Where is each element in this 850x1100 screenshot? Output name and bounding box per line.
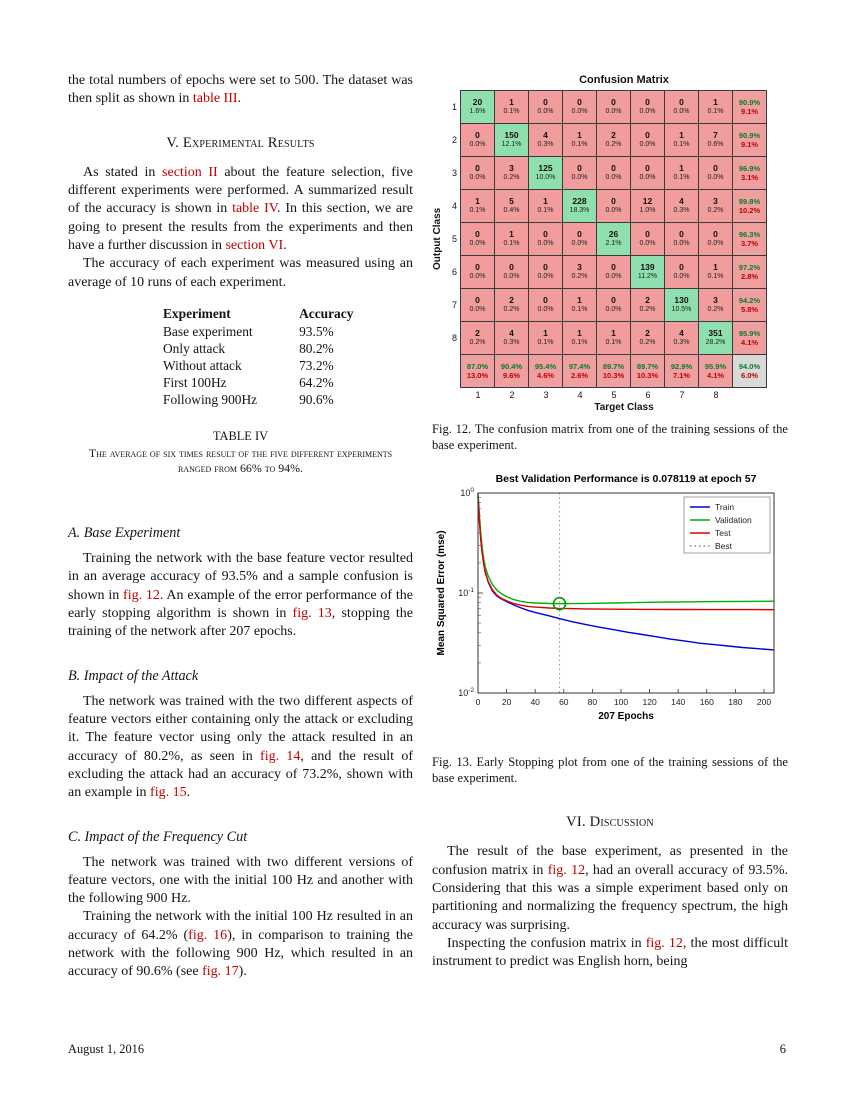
- es-legend-label: Test: [715, 528, 731, 539]
- ref-link[interactable]: fig. 12: [645, 936, 683, 952]
- table-row: [163, 375, 353, 392]
- cm-row-label: 7: [451, 299, 457, 310]
- subsection-a-heading: A. Base Experiment: [68, 524, 181, 541]
- cm-cell: 5 0.4%: [495, 190, 529, 223]
- cm-col-label: 7: [679, 390, 685, 400]
- experiment-accuracy-table: [163, 306, 353, 409]
- cm-cell: 2 0.2%: [631, 322, 665, 355]
- es-x-tick: 160: [699, 697, 714, 708]
- cm-cell: 0 0.0%: [631, 157, 665, 190]
- table-row: [163, 392, 353, 409]
- confusion-matrix-col-labels: [461, 390, 788, 400]
- cm-row-summary-cell: 96.3% 3.7%: [733, 223, 767, 256]
- cm-cell: 0 0.0%: [631, 223, 665, 256]
- early-stopping-svg: [432, 469, 788, 741]
- cm-col-summary-cell: 87.0% 13.0%: [461, 355, 495, 388]
- table-row: [163, 358, 353, 375]
- es-x-tick: 180: [728, 697, 743, 708]
- experiment-name: First 100Hz: [163, 375, 227, 391]
- table-row: [163, 341, 353, 358]
- experiment-name: Following 900Hz: [163, 392, 258, 408]
- ref-link[interactable]: table IV: [232, 201, 278, 217]
- ref-link[interactable]: fig. 14: [260, 748, 301, 764]
- experiment-accuracy: 64.2%: [299, 375, 334, 391]
- text-run: .: [186, 785, 191, 801]
- cm-cell: 1 0.1%: [665, 124, 699, 157]
- text-run: .: [283, 237, 287, 253]
- ref-link[interactable]: fig. 17: [202, 964, 239, 980]
- text-run: , the most difficult instrument to predict was English horn, being: [432, 936, 788, 970]
- fig13-caption: Fig. 13. Early Stopping plot from one of the training sessions of the base experiment.: [432, 755, 788, 786]
- es-x-tick: 60: [559, 697, 569, 708]
- cm-cell: 0 0.0%: [563, 91, 597, 124]
- footer-date: August 1, 2016: [68, 1042, 145, 1056]
- text-run: Training the network with the base feature vector resulted in an average accuracy of 93.5% and a sample confusion is shown in: [68, 550, 413, 603]
- text-run: ), in comparison to training the network with the following 900 Hz, which resulted in an accuracy of 90.6% (see: [68, 927, 413, 980]
- cm-cell: 4 0.3%: [665, 190, 699, 223]
- text-run: , stopping the training of the network after 207 epochs.: [68, 605, 413, 640]
- text-run: Training the network with the initial 100 Hz resulted in an accuracy of 64.2% (: [68, 909, 413, 943]
- text-run: The network was trained with the two different aspects of feature vectors either containing only the attack or excluding it. The feature vector using only the attack resulted in an accuracy of 80.2%, as seen in: [68, 693, 413, 764]
- cm-cell: 3 0.2%: [699, 289, 733, 322]
- cm-cell: 2 0.2%: [631, 289, 665, 322]
- subsection-c-heading: C. Impact of the Frequency Cut: [68, 828, 248, 845]
- es-x-tick: 100: [613, 697, 629, 708]
- es-x-tick: 20: [501, 697, 512, 708]
- cm-row-summary-cell: 94.2% 5.8%: [733, 289, 767, 322]
- text-run: Inspecting the confusion matrix in: [447, 936, 646, 952]
- cm-cell: 0 0.0%: [495, 256, 529, 289]
- cm-row-summary-cell: 89.8% 10.2%: [733, 190, 767, 223]
- experiment-accuracy: 93.5%: [299, 324, 334, 340]
- cm-cell: 3 0.2%: [495, 157, 529, 190]
- table-row: [163, 324, 353, 341]
- cm-cell: 0 0.0%: [529, 223, 563, 256]
- text-run: the total numbers of epochs were set to 500. The dataset was then split as shown in: [68, 73, 413, 107]
- cm-col-label-blank: [733, 390, 767, 400]
- confusion-matrix-row-labels: [446, 90, 460, 388]
- text-run: , and the result of excluding the attack had an accuracy of 73.2%, shown with an example in: [68, 748, 413, 801]
- section-vi-heading: VI. Discussion: [566, 814, 654, 831]
- confusion-matrix-xlabel: Target Class: [594, 402, 654, 413]
- cm-row-summary-cell: 95.9% 4.1%: [733, 322, 767, 355]
- cm-cell: 0 0.0%: [563, 157, 597, 190]
- cm-row-label-blank: [446, 354, 460, 387]
- cm-row-label: 8: [451, 332, 457, 343]
- cm-cell: 1 0.1%: [563, 124, 597, 157]
- table-iv-caption: The average of six times result of the five different experiments ranged from 66% to 94%.: [88, 445, 393, 476]
- cm-cell: 2 0.2%: [495, 289, 529, 322]
- cm-cell: 1 0.1%: [461, 190, 495, 223]
- es-y-tick: $10^0$: [460, 487, 474, 499]
- subsection-b-heading: B. Impact of the Attack: [68, 667, 199, 684]
- cm-overall-cell: 94.0% 6.0%: [733, 355, 767, 388]
- es-x-tick: 80: [587, 697, 598, 708]
- cm-col-label: 1: [475, 390, 481, 400]
- cm-row-summary-cell: 96.9% 3.1%: [733, 157, 767, 190]
- es-x-tick: 0: [475, 697, 481, 708]
- es-x-tick: 120: [642, 697, 657, 708]
- es-x-tick: 200: [756, 697, 772, 708]
- cm-row-label: 5: [451, 233, 457, 244]
- cm-row-label: 6: [451, 266, 457, 277]
- cm-col-summary-cell: 95.4% 4.6%: [529, 355, 563, 388]
- fig12-caption: Fig. 12. The confusion matrix from one of the training sessions of the base experiment.: [432, 422, 788, 453]
- cm-cell: 0 0.0%: [631, 91, 665, 124]
- cm-col-label: 3: [543, 390, 549, 400]
- cm-cell: 0 0.0%: [461, 124, 495, 157]
- cm-col-summary-cell: 97.4% 2.6%: [563, 355, 597, 388]
- cm-col-summary-cell: 89.7% 10.3%: [631, 355, 665, 388]
- cm-cell: 0 0.0%: [597, 256, 631, 289]
- es-xlabel: 207 Epochs: [598, 711, 654, 723]
- es-legend-label: Train: [715, 502, 735, 513]
- results-paragraph-1: [68, 164, 413, 256]
- subsection-c-paragraph-2: [68, 908, 413, 981]
- es-y-tick: $10^{-1}$: [458, 587, 474, 599]
- ref-link[interactable]: section II: [162, 164, 218, 180]
- cm-cell: 1 0.1%: [495, 91, 529, 124]
- cm-cell: 0 0.0%: [665, 223, 699, 256]
- cm-row-summary-cell: 90.9% 9.1%: [733, 124, 767, 157]
- text-run: The result of the base experiment, as presented in the confusion matrix in: [432, 844, 788, 878]
- cm-cell: 1 0.1%: [597, 322, 631, 355]
- right-column: [432, 72, 788, 972]
- cm-cell: 1 0.1%: [529, 322, 563, 355]
- text-run: As stated in: [83, 164, 163, 180]
- cm-cell: 0 0.0%: [529, 289, 563, 322]
- cm-cell: 0 0.0%: [597, 190, 631, 223]
- cm-cell: 0 0.0%: [699, 223, 733, 256]
- cm-cell: 1 0.1%: [699, 91, 733, 124]
- ref-link[interactable]: fig. 15: [150, 785, 187, 801]
- cm-cell: 4 0.3%: [529, 124, 563, 157]
- cm-cell: 125 10.0%: [529, 157, 563, 190]
- confusion-matrix-title: Confusion Matrix: [579, 74, 669, 86]
- ref-link[interactable]: section VI: [225, 237, 284, 253]
- cm-cell: 26 2.1%: [597, 223, 631, 256]
- cm-cell: 351 28.2%: [699, 322, 733, 355]
- cm-col-summary-cell: 95.9% 4.1%: [699, 355, 733, 388]
- cm-cell: 0 0.0%: [665, 91, 699, 124]
- cm-cell: 0 0.0%: [461, 157, 495, 190]
- intro-paragraph: [68, 72, 413, 109]
- experiment-accuracy: 90.6%: [299, 392, 334, 408]
- col-header-accuracy: Accuracy: [299, 305, 354, 321]
- cm-cell: 2 0.2%: [597, 124, 631, 157]
- cm-cell: 130 10.5%: [665, 289, 699, 322]
- cm-cell: 1 0.1%: [563, 322, 597, 355]
- subsection-c-paragraph-1: [68, 854, 413, 909]
- cm-col-label: 6: [645, 390, 651, 400]
- cm-col-summary-cell: 90.4% 9.6%: [495, 355, 529, 388]
- text-run: . In this section, we are going to present the results from the experiments and then have a further discussion in: [68, 201, 413, 253]
- cm-cell: 1 0.1%: [563, 289, 597, 322]
- figure-confusion-matrix: [432, 74, 788, 413]
- cm-cell: 0 0.0%: [563, 223, 597, 256]
- table-iv-label: TABLE IV: [212, 428, 269, 443]
- ref-link[interactable]: fig. 16: [188, 927, 228, 943]
- cm-cell: 0 0.0%: [529, 91, 563, 124]
- cm-row-summary-cell: 90.9% 9.1%: [733, 91, 767, 124]
- cm-cell: 3 0.2%: [563, 256, 597, 289]
- text-run: ).: [238, 964, 247, 980]
- text-run: The network was trained with two different versions of feature vectors, one with the initial 100 Hz and another with the following 900 Hz.: [68, 854, 413, 907]
- experiment-name: Without attack: [163, 358, 242, 374]
- cm-cell: 1 0.1%: [699, 256, 733, 289]
- cm-col-label: 5: [611, 390, 617, 400]
- figure-early-stopping: [432, 469, 788, 746]
- cm-col-label: 8: [713, 390, 719, 400]
- discussion-paragraph-2: [432, 935, 788, 972]
- cm-cell: 7 0.6%: [699, 124, 733, 157]
- left-column: [68, 72, 413, 982]
- experiment-accuracy: 73.2%: [299, 358, 334, 374]
- es-title: Best Validation Performance is 0.078119 at epoch 57: [495, 473, 757, 486]
- discussion-paragraph-1: [432, 843, 788, 935]
- cm-cell: 1 0.1%: [529, 190, 563, 223]
- experiment-name: Only attack: [163, 341, 226, 357]
- cm-cell: 0 0.0%: [597, 157, 631, 190]
- text-run: .: [237, 91, 242, 107]
- col-header-experiment: Experiment: [163, 305, 231, 321]
- cm-cell: 3 0.2%: [699, 190, 733, 223]
- ref-link[interactable]: fig. 12: [547, 862, 586, 878]
- cm-cell: 2 0.2%: [461, 322, 495, 355]
- es-legend-label: Validation: [715, 515, 752, 526]
- cm-cell: 0 0.0%: [665, 256, 699, 289]
- confusion-matrix-ylabel: Output Class: [432, 207, 443, 271]
- cm-cell: 4 0.3%: [665, 322, 699, 355]
- text-run: . An example of the error performance of the early stopping algorithm is shown in: [68, 587, 413, 621]
- table-header-row: [163, 306, 353, 324]
- text-run: The accuracy of each experiment was measured using an average of 10 runs of each experiment.: [68, 256, 413, 290]
- cm-cell: 228 18.3%: [563, 190, 597, 223]
- cm-cell: 139 11.2%: [631, 256, 665, 289]
- text-run: about the feature selection, five different experiments were performed. A summarized result of the accuracy is shown in: [68, 164, 414, 217]
- cm-row-label: 3: [451, 167, 457, 178]
- cm-cell: 150 12.1%: [495, 124, 529, 157]
- es-y-tick: $10^{-2}$: [458, 687, 474, 699]
- confusion-matrix-grid: [460, 90, 767, 388]
- cm-cell: 0 0.0%: [631, 124, 665, 157]
- cm-cell: 0 0.0%: [529, 256, 563, 289]
- cm-col-summary-cell: 89.7% 10.3%: [597, 355, 631, 388]
- cm-row-label: 4: [451, 200, 457, 211]
- experiment-accuracy: 80.2%: [299, 341, 334, 357]
- subsection-b-paragraph: [68, 693, 413, 803]
- ref-link[interactable]: fig. 12: [123, 587, 160, 603]
- cm-cell: 0 0.0%: [461, 289, 495, 322]
- cm-cell: 1 0.1%: [665, 157, 699, 190]
- cm-col-label: 4: [577, 390, 583, 400]
- cm-cell: 0 0.0%: [461, 223, 495, 256]
- ref-link[interactable]: table III: [192, 91, 238, 107]
- cm-row-label: 2: [451, 134, 457, 145]
- es-x-tick: 140: [671, 697, 686, 708]
- cm-cell: 12 1.0%: [631, 190, 665, 223]
- subsection-a-paragraph: [68, 550, 413, 642]
- cm-row-label: 1: [451, 101, 457, 112]
- footer-page-number: 6: [779, 1042, 786, 1056]
- cm-cell: 1 0.1%: [495, 223, 529, 256]
- cm-col-summary-cell: 92.9% 7.1%: [665, 355, 699, 388]
- es-x-tick: 40: [530, 697, 540, 708]
- cm-cell: 0 0.0%: [597, 289, 631, 322]
- cm-cell: 0 0.0%: [699, 157, 733, 190]
- es-ylabel: Mean Squared Error (mse): [436, 530, 447, 656]
- cm-cell: 4 0.3%: [495, 322, 529, 355]
- experiment-name: Base experiment: [163, 324, 253, 340]
- cm-cell: 0 0.0%: [461, 256, 495, 289]
- section-v-heading: V. Experimental Results: [166, 134, 315, 151]
- cm-cell: 0 0.0%: [597, 91, 631, 124]
- cm-row-summary-cell: 97.2% 2.8%: [733, 256, 767, 289]
- cm-cell: 20 1.6%: [461, 91, 495, 124]
- cm-col-label: 2: [509, 390, 515, 400]
- ref-link[interactable]: fig. 13: [292, 605, 332, 621]
- text-run: , had an overall accuracy of 93.5%. Considering that this was a simple experiment based only on partitioning and normalizing the frequency spectrum, the high accuracy was surprising.: [432, 862, 788, 933]
- results-paragraph-2: [68, 255, 413, 292]
- es-legend-label: Best: [715, 541, 733, 552]
